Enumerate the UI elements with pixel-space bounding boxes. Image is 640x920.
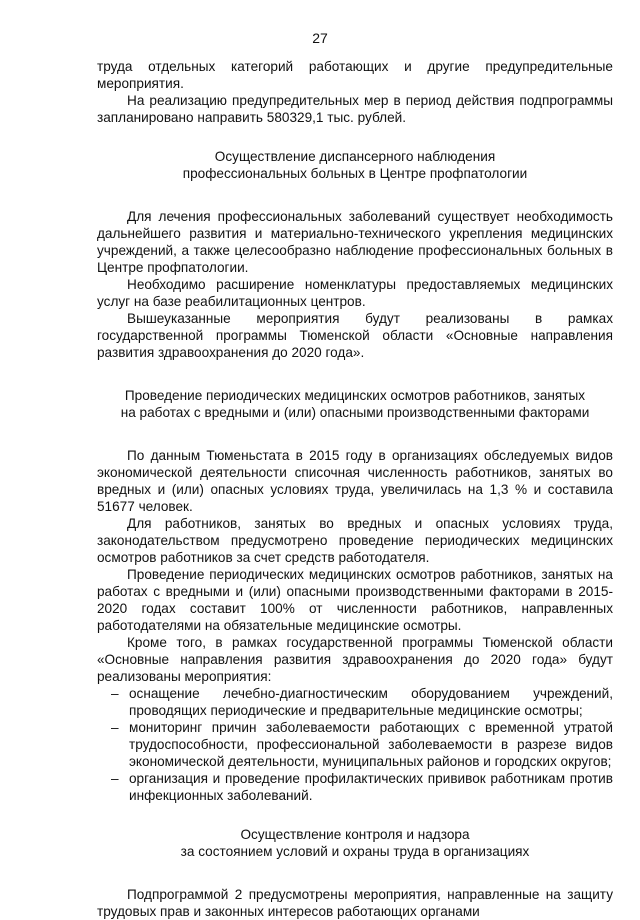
list-item-text: организация и проведение профилактических прививок работникам против инфекционных заболеваний.: [129, 771, 613, 803]
heading-line: Осуществление диспансерного наблюдения: [214, 149, 496, 164]
paragraph: Кроме того, в рамках государственной программы Тюменской области «Основные направления развития здравоохранения до 2020 года» будут реализованы мероприятия:: [97, 635, 613, 684]
page-number: 27: [312, 30, 328, 46]
paragraph: Необходимо расширение номенклатуры предоставляемых медицинских услуг на базе реабилитационных центров.: [97, 277, 613, 309]
bullet-dash: –: [111, 720, 119, 735]
page-body: [97, 58, 613, 920]
paragraph: Для лечения профессиональных заболеваний существует необходимость дальнейшего развития и материально-технического укрепления медицинских учреждений, а также целесообразно наблюдение профессиональных больных в Центре профпатологии.: [97, 209, 613, 275]
section-heading-medical-exams: [97, 387, 613, 421]
heading-line: Проведение периодических медицинских осмотров работников, занятых: [124, 388, 586, 403]
measures-list: [97, 685, 613, 804]
heading-line: профессиональных больных в Центре профпатологии: [182, 166, 528, 181]
paragraph-intro: труда отдельных категорий работающих и другие предупредительные мероприятия.: [97, 59, 613, 91]
bullet-dash: –: [111, 686, 119, 701]
list-item: [97, 719, 613, 770]
paragraph: Проведение периодических медицинских осмотров работников, занятых на работах с вредными и (или) опасными производственными факторами в 2015-2020 годах составит 100% от численности работников, направленных работодателями на обязательные медицинские осмотры.: [97, 567, 613, 633]
paragraph-funding: На реализацию предупредительных мер в период действия подпрограммы запланировано направить 580329,1 тыс. рублей.: [97, 93, 613, 125]
paragraph: Подпрограммой 2 предусмотрены мероприятия, направленные на защиту трудовых прав и законных интересов работающих органами: [97, 887, 613, 919]
heading-line: на работах с вредными и (или) опасными производственными факторами: [120, 405, 590, 420]
list-item: [97, 770, 613, 804]
section-heading-control: [97, 826, 613, 860]
paragraph: По данным Тюменьстата в 2015 году в организациях обследуемых видов экономической деятельности списочная численность работников, занятых во вредных и (или) опасных условиях труда, увеличилась на 1,3 % и составила 51677 человек.: [97, 448, 613, 514]
bullet-dash: –: [111, 771, 119, 786]
list-item: [97, 685, 613, 719]
paragraph: Вышеуказанные мероприятия будут реализованы в рамках государственной программы Тюменской области «Основные направления развития здравоохранения до 2020 года».: [97, 311, 613, 360]
list-item-text: мониторинг причин заболеваемости работающих с временной утратой трудоспособности, профессиональной заболеваемости в разрезе видов экономической деятельности, муниципальных районов и городских округов;: [129, 720, 613, 769]
paragraph: Для работников, занятых во вредных и опасных условиях труда, законодательством предусмотрено проведение периодических медицинских осмотров работников за счет средств работодателя.: [97, 516, 613, 565]
heading-line: за состоянием условий и охраны труда в организациях: [180, 844, 530, 859]
heading-line: Осуществление контроля и надзора: [240, 827, 470, 842]
section-heading-dispensary: [97, 148, 613, 182]
list-item-text: оснащение лечебно-диагностическим оборудованием учреждений, проводящих периодические и предварительные медицинские осмотры;: [129, 686, 613, 718]
